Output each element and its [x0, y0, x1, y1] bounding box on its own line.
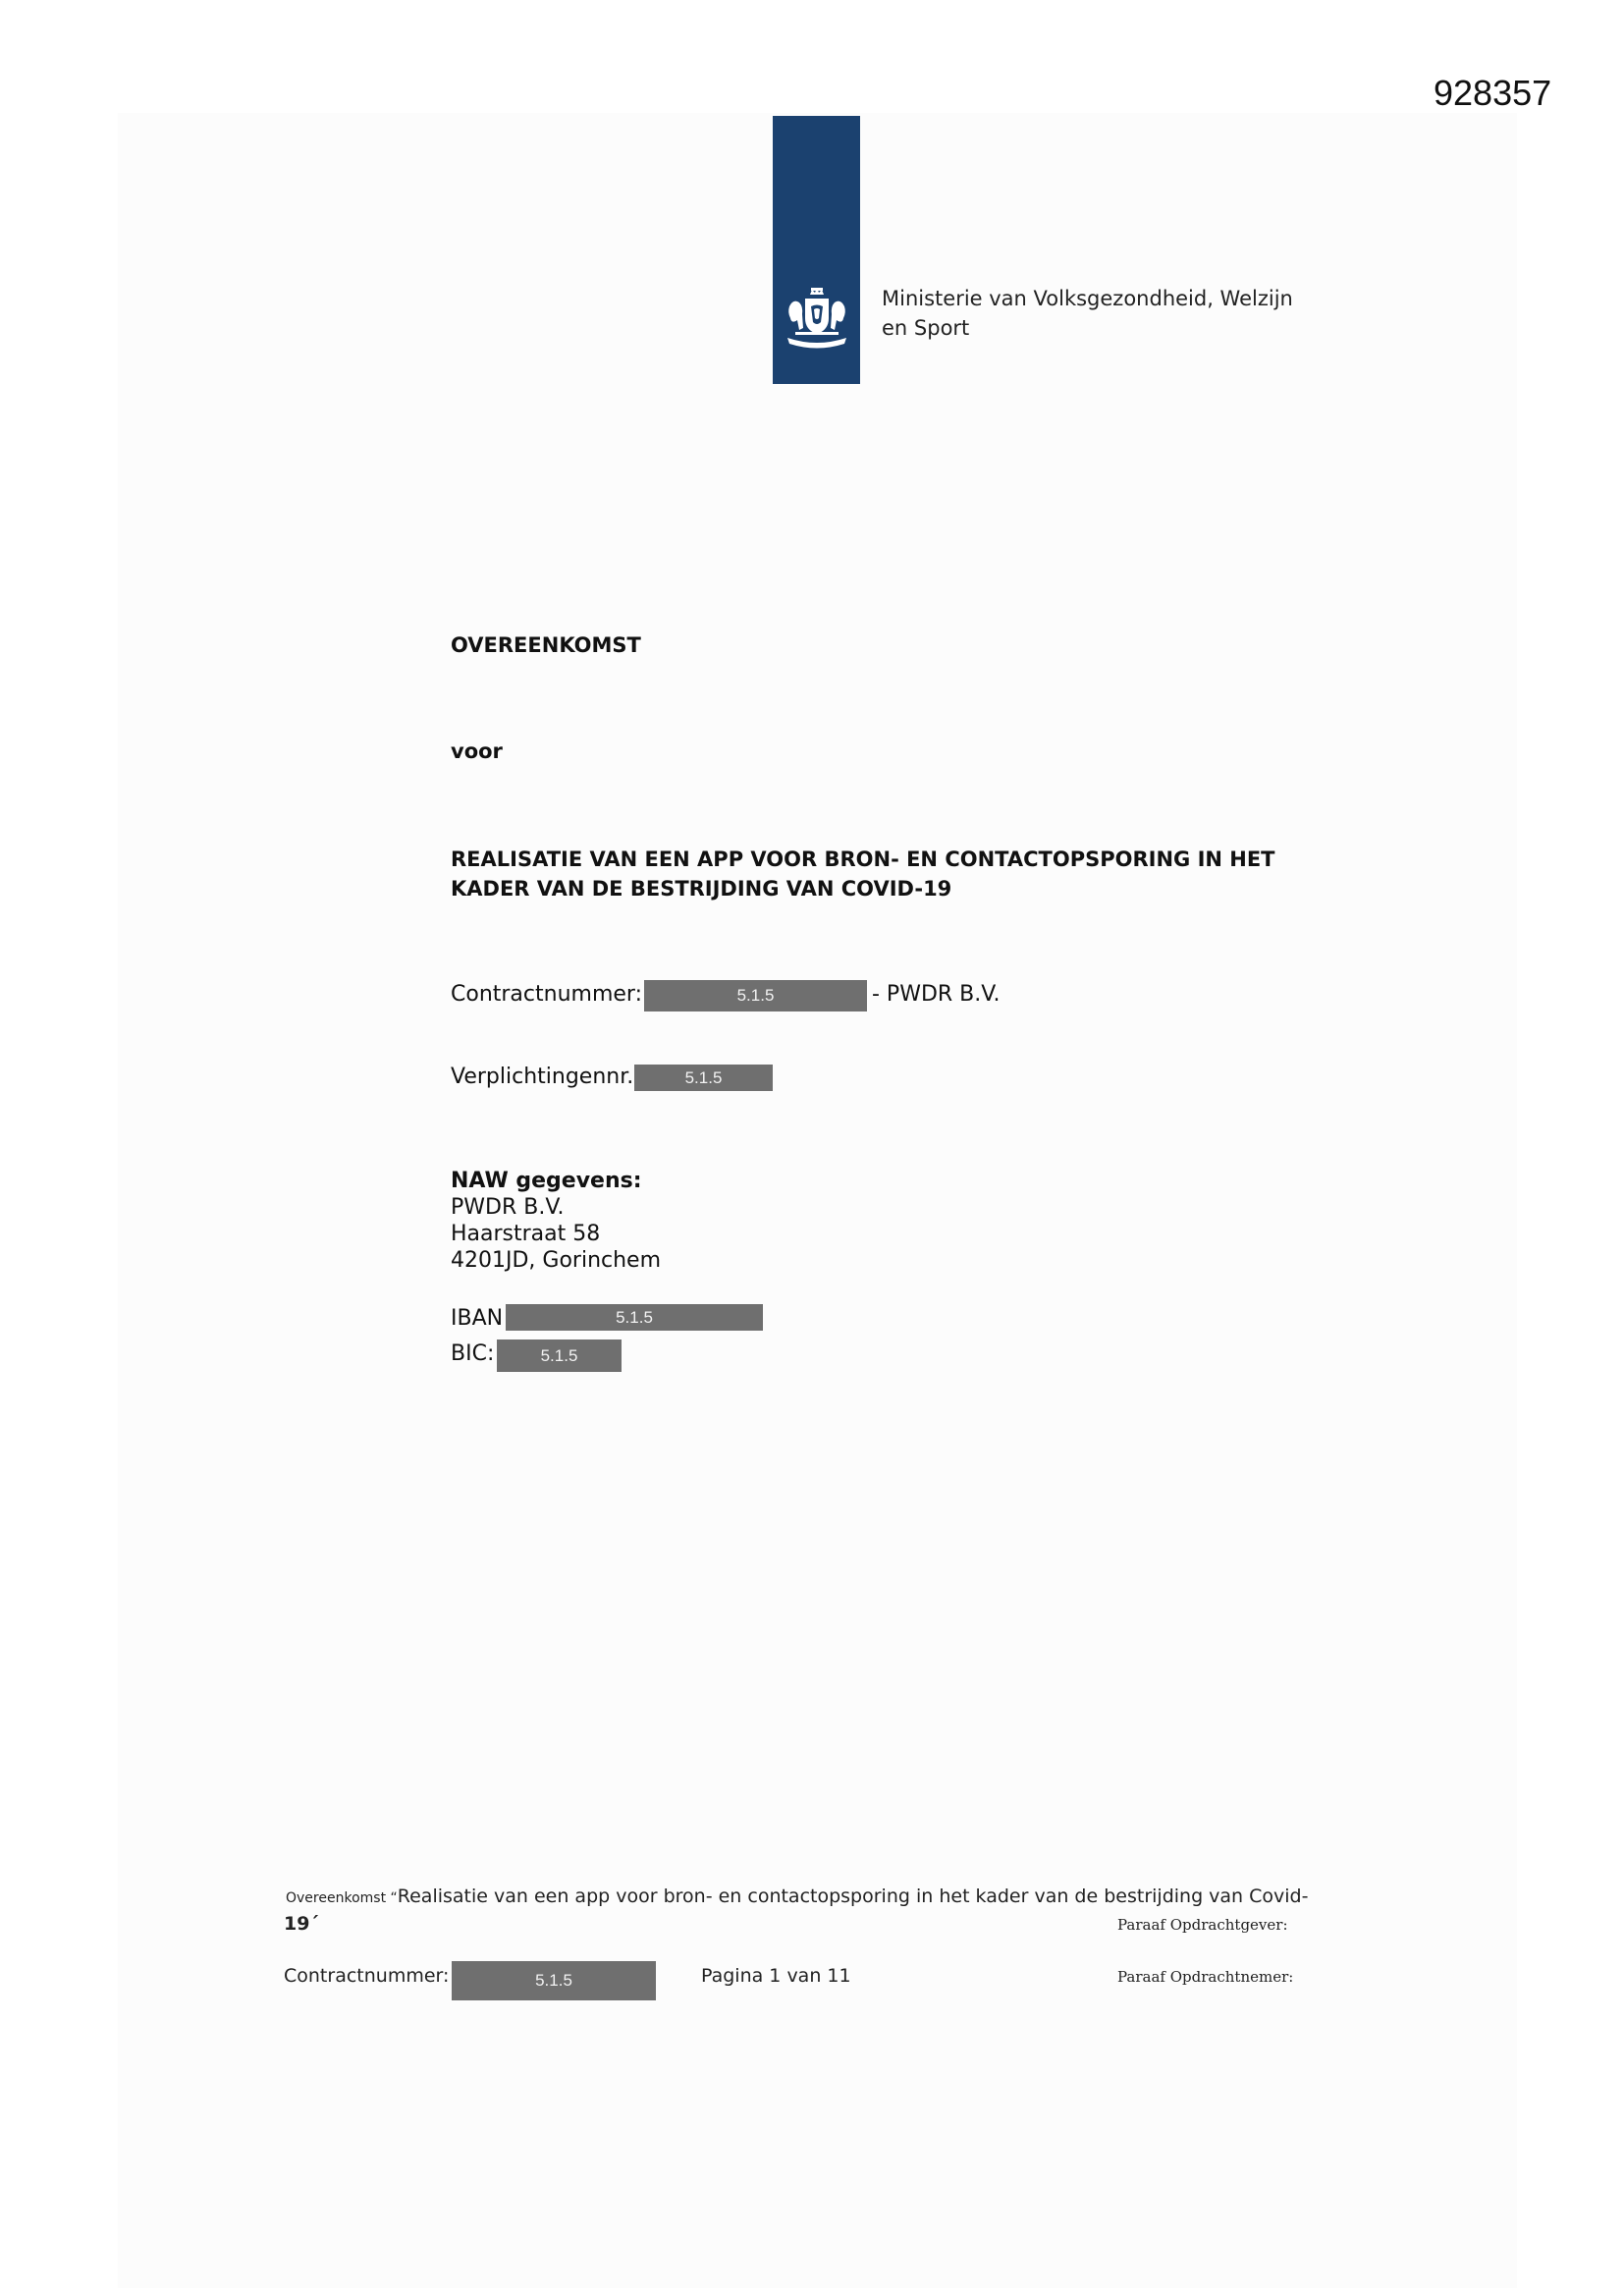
document-number: 928357 [1434, 73, 1552, 113]
obligation-number-redaction: 5.1.5 [634, 1065, 773, 1091]
scanned-page-background [118, 113, 1517, 2288]
ministry-name [882, 284, 1293, 343]
naw-city: 4201JD, Gorinchem [451, 1248, 662, 1273]
footer-title [286, 1886, 1308, 1907]
contract-number-redaction: 5.1.5 [644, 980, 867, 1011]
contract-number-label: Contractnummer: [451, 982, 642, 1007]
ministry-name-line2: en Sport [882, 316, 970, 340]
document-subject [451, 845, 1275, 903]
subject-line2: KADER VAN DE BESTRIJDING VAN COVID-19 [451, 877, 952, 901]
naw-street: Haarstraat 58 [451, 1222, 601, 1246]
page-number: Pagina 1 van 11 [701, 1965, 851, 1987]
paraaf-opdrachtnemer: Paraaf Opdrachtnemer: [1117, 1968, 1294, 1986]
obligation-number-label: Verplichtingennr. [451, 1065, 634, 1089]
bic-label: BIC: [451, 1341, 495, 1366]
footer-contract-label: Contractnummer: [284, 1965, 450, 1987]
footer-contract-redaction: 5.1.5 [452, 1961, 656, 2000]
document-heading: OVEREENKOMST [451, 633, 641, 657]
naw-company: PWDR B.V. [451, 1195, 565, 1220]
naw-heading: NAW gegevens: [451, 1169, 642, 1193]
naw-block [451, 1168, 661, 1274]
contract-party: - PWDR B.V. [872, 982, 1001, 1007]
paraaf-opdrachtgever: Paraaf Opdrachtgever: [1117, 1916, 1288, 1934]
ministry-name-line1: Ministerie van Volksgezondheid, Welzijn [882, 287, 1293, 310]
voor-label: voor [451, 739, 503, 763]
footer-prefix: Overeenkomst “ [286, 1890, 398, 1906]
iban-redaction: 5.1.5 [506, 1304, 763, 1331]
bic-redaction: 5.1.5 [497, 1339, 622, 1372]
subject-line1: REALISATIE VAN EEN APP VOOR BRON- EN CONTACTOPSPORING IN HET [451, 847, 1275, 871]
coat-of-arms-icon [782, 285, 852, 354]
ministry-logo-bar [773, 116, 860, 384]
footer-title-line2: 19´ [284, 1913, 319, 1935]
footer-title-line1: Realisatie van een app voor bron- en contactopsporing in het kader van de bestrijding van Covid- [397, 1886, 1309, 1907]
iban-label: IBAN [451, 1306, 504, 1331]
